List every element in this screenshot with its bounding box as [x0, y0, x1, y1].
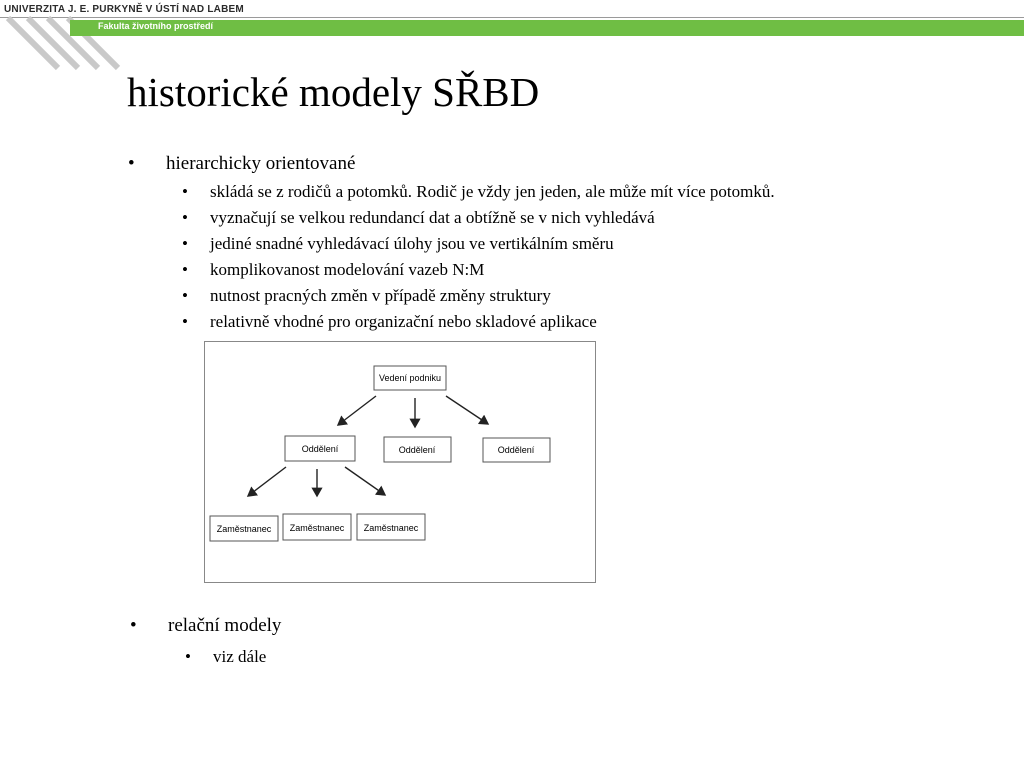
- section-label: hierarchicky orientované: [166, 153, 356, 174]
- bullet-dot: •: [182, 182, 188, 201]
- header-band: [70, 20, 1024, 36]
- node-employee-label: Zaměstnanec: [289, 523, 345, 533]
- list-item-text: komplikovanost modelování vazeb N:M: [210, 260, 485, 279]
- node-department-label: Oddělení: [398, 445, 436, 455]
- bullet-dot: •: [130, 615, 137, 636]
- list-item-text: vyznačují se velkou redundancí dat a obtížně se v nich vyhledává: [210, 208, 655, 227]
- list-item-text: viz dále: [213, 647, 267, 666]
- node-employee-label: Zaměstnanec: [216, 524, 272, 534]
- bullet-dot: •: [185, 647, 191, 666]
- bullet-dot: •: [182, 234, 188, 253]
- header-rule: [0, 17, 1024, 18]
- bullet-dot: •: [182, 260, 188, 279]
- university-name: UNIVERZITA J. E. PURKYNĚ V ÚSTÍ NAD LABEM: [4, 4, 244, 15]
- node-department-label: Oddělení: [497, 445, 535, 455]
- bullet-dot: •: [182, 208, 188, 227]
- node-department-label: Oddělení: [301, 444, 339, 454]
- section-label: relační modely: [168, 615, 282, 636]
- slide-title: historické modely SŘBD: [127, 69, 540, 115]
- node-root-label: Vedení podniku: [378, 373, 442, 383]
- faculty-name: Fakulta životního prostředí: [98, 21, 214, 31]
- list-item-text: jediné snadné vyhledávací úlohy jsou ve vertikálním směru: [210, 234, 614, 253]
- node-employee-label: Zaměstnanec: [363, 523, 419, 533]
- hierarchy-diagram: [204, 341, 596, 583]
- list-item-text: relativně vhodné pro organizační nebo skladové aplikace: [210, 312, 597, 331]
- list-item-text: skládá se z rodičů a potomků. Rodič je vždy jen jeden, ale může mít více potomků.: [210, 182, 775, 201]
- bullet-dot: •: [182, 312, 188, 331]
- bullet-dot: •: [182, 286, 188, 305]
- bullet-dot: •: [128, 153, 135, 174]
- list-item-text: nutnost pracných změn v případě změny struktury: [210, 286, 551, 305]
